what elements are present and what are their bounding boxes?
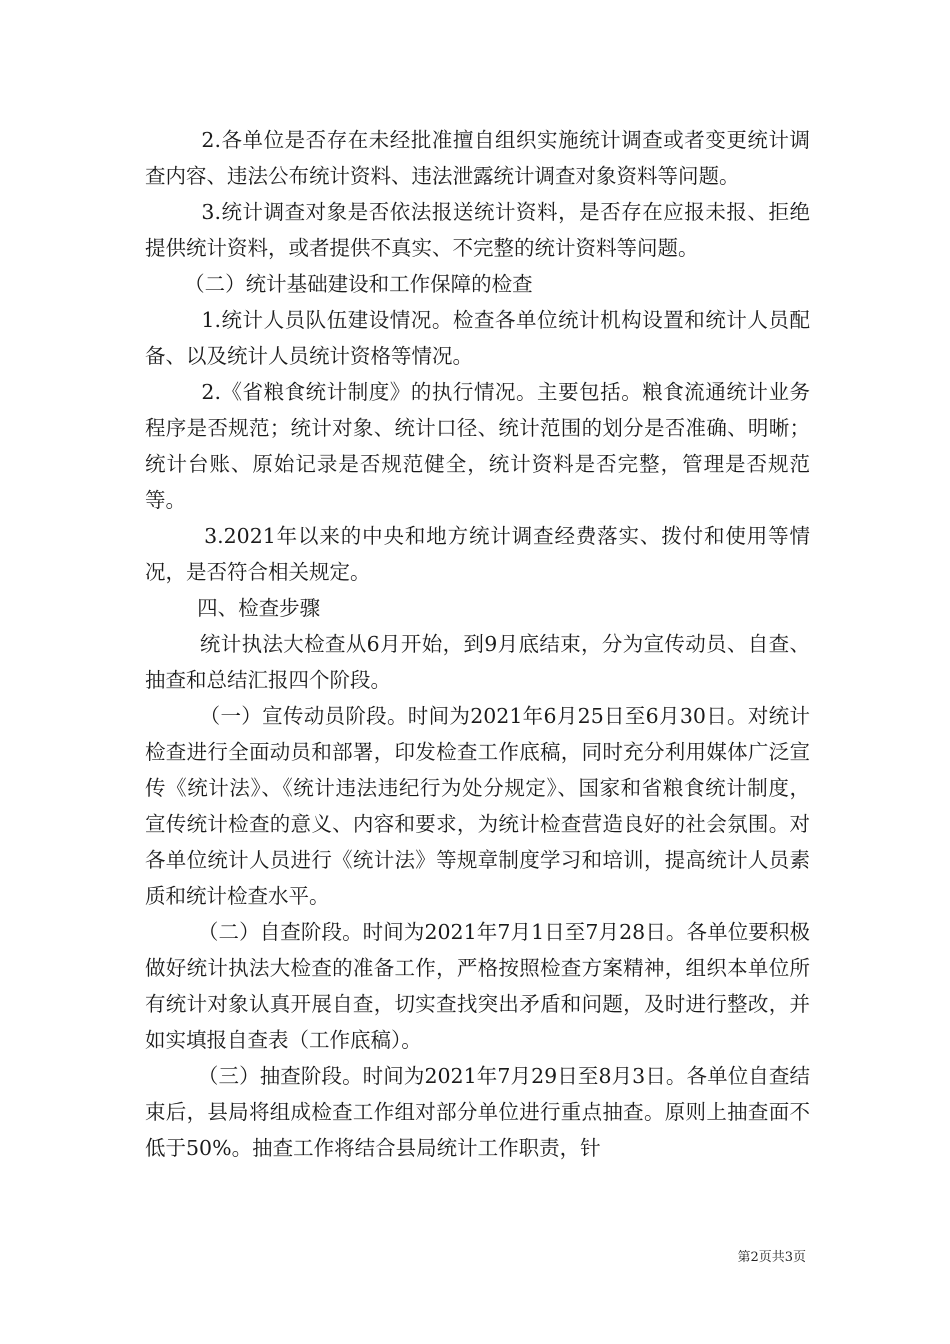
document-body (145, 122, 810, 1166)
paragraph-item-1-staffing: 1.统计人员队伍建设情况。检查各单位统计机构设置和统计人员配备、以及统计人员统计资格等情况。 (145, 308, 810, 368)
paragraph-item-3-funding: 3.2021年以来的中央和地方统计调查经费落实、拨付和使用等情况，是否符合相关规定。 (145, 524, 810, 584)
page-number-footer: 第2页共3页 (737, 1250, 806, 1265)
paragraph-item-2-grain-statistics-system: 2.《省粮食统计制度》的执行情况。主要包括。粮食流通统计业务程序是否规范；统计对象、统计口径、统计范围的划分是否准确、明晰；统计台账、原始记录是否规范健全，统计资料是否完整，管理是否规范等。 (145, 380, 810, 512)
paragraph-inspection-overview: 统计执法大检查从6月开始，到9月底结束，分为宣传动员、自查、抽查和总结汇报四个阶段。 (145, 632, 810, 692)
paragraph-item-3-reporting-obligations: 3.统计调查对象是否依法报送统计资料，是否存在应报未报、拒绝提供统计资料，或者提供不真实、不完整的统计资料等问题。 (145, 200, 810, 260)
paragraph-item-2-illegal-surveys: 2.各单位是否存在未经批准擅自组织实施统计调查或者变更统计调查内容、违法公布统计资料、违法泄露统计调查对象资料等问题。 (145, 128, 810, 188)
section-heading-infrastructure-check: （二）统计基础建设和工作保障的检查 (145, 272, 533, 296)
paragraph-stage-3-spot-check: （三）抽查阶段。时间为2021年7月29日至8月3日。各单位自查结束后，县局将组成检查工作组对部分单位进行重点抽查。原则上抽查面不低于50%。抽查工作将结合县局统计工作职责，针 (145, 1064, 810, 1160)
section-heading-inspection-steps: 四、检查步骤 (145, 596, 321, 620)
paragraph-stage-2-self-inspection: （二）自查阶段。时间为2021年7月1日至7月28日。各单位要积极做好统计执法大检查的准备工作，严格按照检查方案精神，组织本单位所有统计对象认真开展自查，切实查找突出矛盾和问题，及时进行整改，并如实填报自查表（工作底稿）。 (145, 920, 810, 1052)
paragraph-stage-1-mobilization: （一）宣传动员阶段。时间为2021年6月25日至6月30日。对统计检查进行全面动员和部署，印发检查工作底稿，同时充分利用媒体广泛宣传《统计法》、《统计违法违纪行为处分规定》、国家和省粮食统计制度，宣传统计检查的意义、内容和要求，为统计检查营造良好的社会氛围。对各单位统计人员进行《统计法》等规章制度学习和培训，提高统计人员素质和统计检查水平。 (145, 704, 810, 908)
